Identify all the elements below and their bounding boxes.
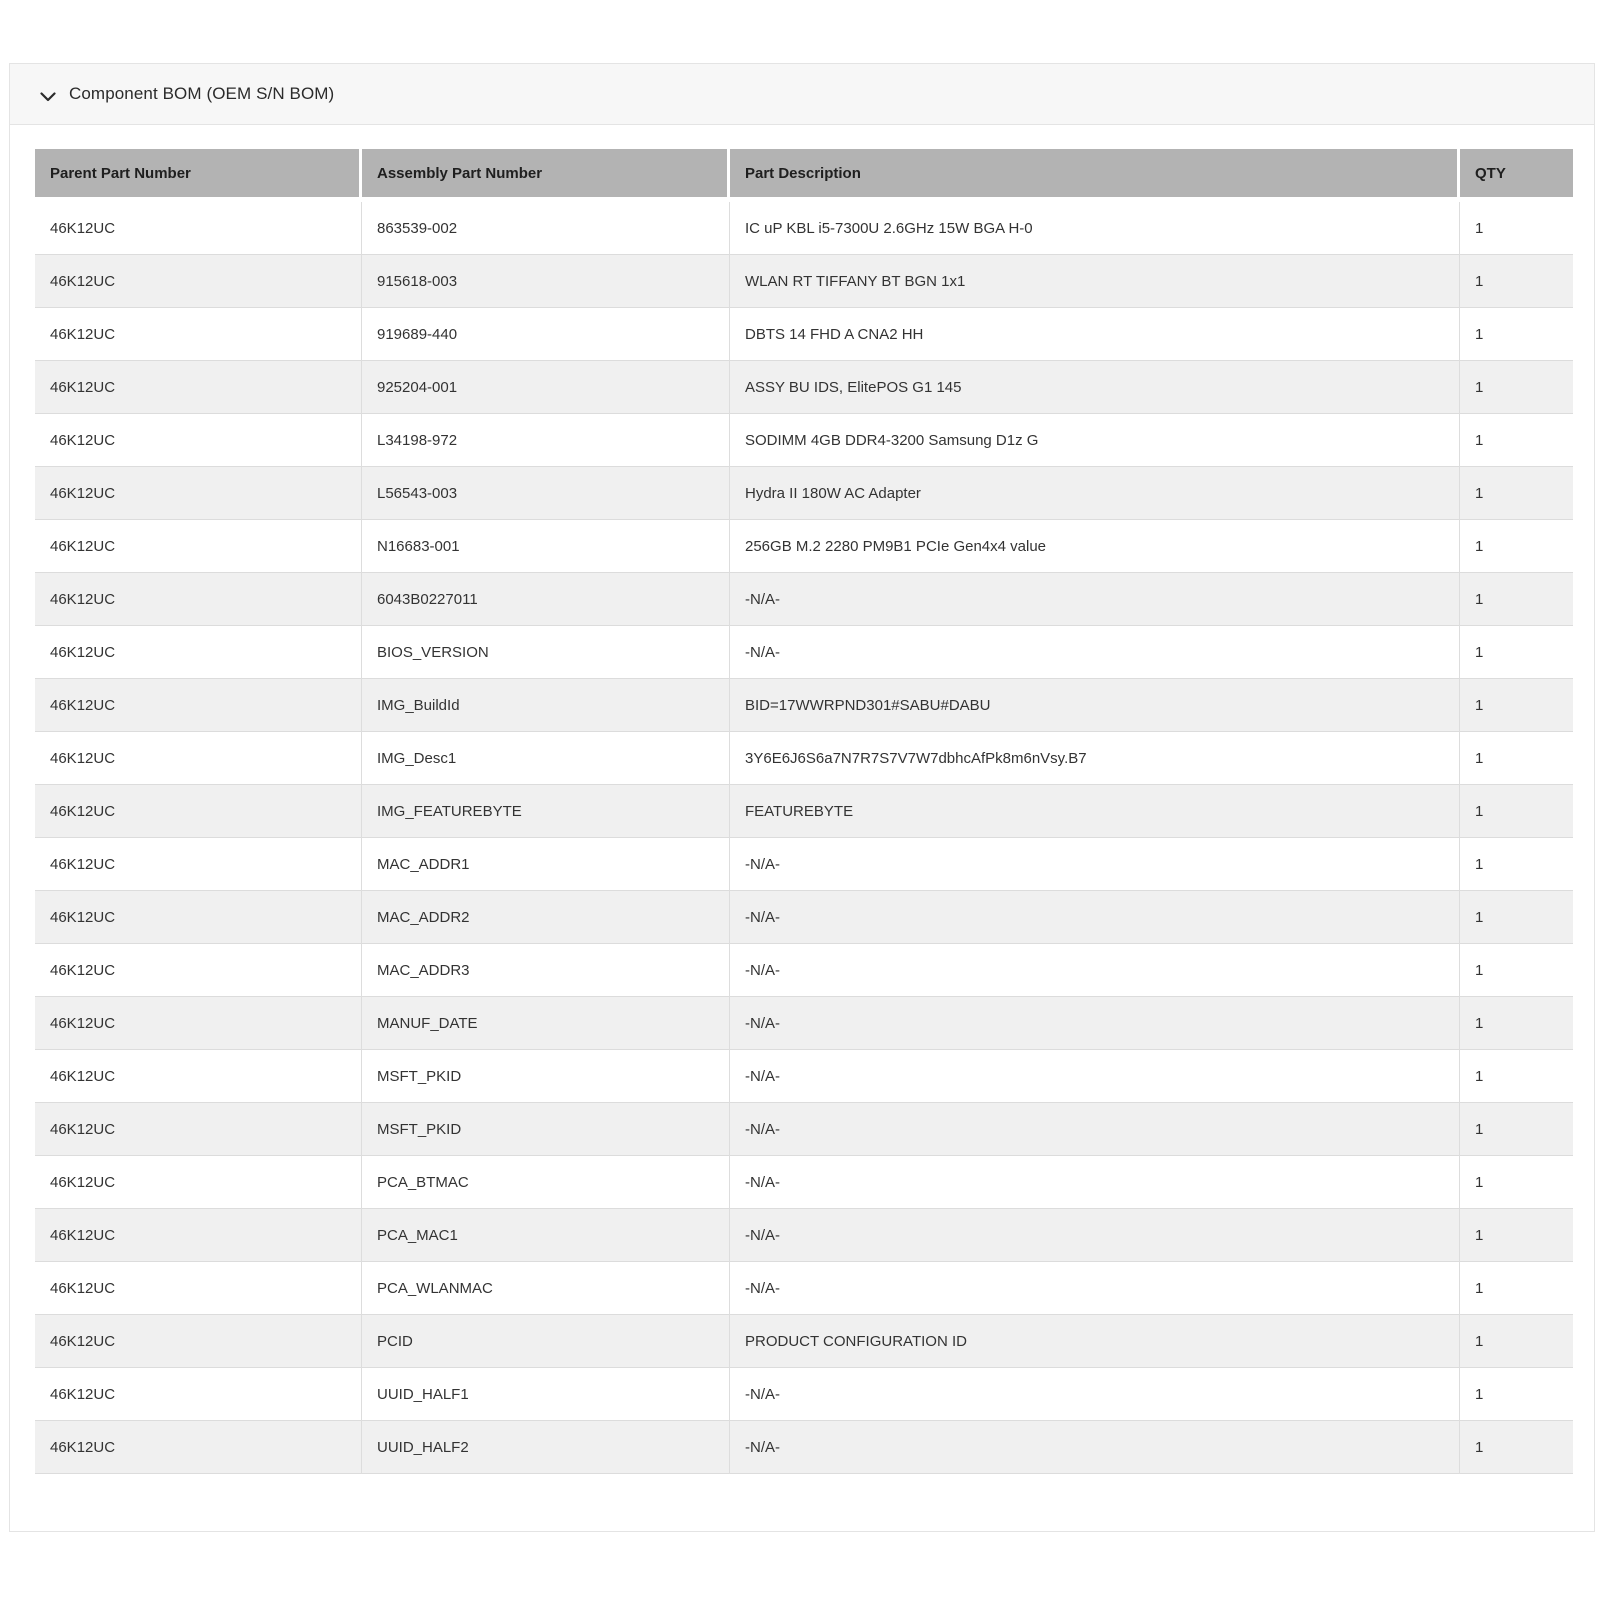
panel-title: Component BOM (OEM S/N BOM)	[69, 84, 335, 103]
cell-assembly-part-number: 6043B0227011	[362, 573, 730, 626]
cell-assembly-part-number: PCA_BTMAC	[362, 1156, 730, 1209]
cell-qty: 1	[1460, 467, 1573, 520]
cell-parent-part-number: 46K12UC	[35, 626, 362, 679]
cell-parent-part-number: 46K12UC	[35, 1156, 362, 1209]
table-row	[35, 520, 1573, 573]
cell-part-description: -N/A-	[730, 573, 1460, 626]
cell-qty: 1	[1460, 1156, 1573, 1209]
cell-part-description: WLAN RT TIFFANY BT BGN 1x1	[730, 255, 1460, 308]
cell-qty: 1	[1460, 1050, 1573, 1103]
cell-parent-part-number: 46K12UC	[35, 1262, 362, 1315]
cell-assembly-part-number: IMG_Desc1	[362, 732, 730, 785]
cell-assembly-part-number: L56543-003	[362, 467, 730, 520]
table-body	[35, 202, 1573, 1474]
table-row	[35, 361, 1573, 414]
cell-part-description: SODIMM 4GB DDR4-3200 Samsung D1z G	[730, 414, 1460, 467]
column-header-assembly-part-number: Assembly Part Number	[362, 149, 730, 202]
table-row	[35, 626, 1573, 679]
cell-parent-part-number: 46K12UC	[35, 573, 362, 626]
cell-part-description: -N/A-	[730, 1156, 1460, 1209]
cell-part-description: -N/A-	[730, 997, 1460, 1050]
table-row	[35, 308, 1573, 361]
cell-part-description: -N/A-	[730, 944, 1460, 997]
cell-qty: 1	[1460, 308, 1573, 361]
cell-assembly-part-number: N16683-001	[362, 520, 730, 573]
cell-qty: 1	[1460, 626, 1573, 679]
cell-part-description: PRODUCT CONFIGURATION ID	[730, 1315, 1460, 1368]
component-bom-section-header[interactable]	[10, 64, 1594, 125]
table-header-row	[35, 149, 1573, 202]
table-row	[35, 1421, 1573, 1474]
cell-parent-part-number: 46K12UC	[35, 838, 362, 891]
cell-parent-part-number: 46K12UC	[35, 679, 362, 732]
cell-qty: 1	[1460, 891, 1573, 944]
cell-qty: 1	[1460, 997, 1573, 1050]
cell-parent-part-number: 46K12UC	[35, 1103, 362, 1156]
table-row	[35, 944, 1573, 997]
table-row	[35, 785, 1573, 838]
component-bom-panel	[9, 63, 1595, 1532]
cell-qty: 1	[1460, 732, 1573, 785]
cell-qty: 1	[1460, 944, 1573, 997]
cell-assembly-part-number: PCA_WLANMAC	[362, 1262, 730, 1315]
cell-parent-part-number: 46K12UC	[35, 255, 362, 308]
cell-parent-part-number: 46K12UC	[35, 1209, 362, 1262]
cell-part-description: IC uP KBL i5-7300U 2.6GHz 15W BGA H-0	[730, 202, 1460, 255]
cell-qty: 1	[1460, 785, 1573, 838]
cell-parent-part-number: 46K12UC	[35, 944, 362, 997]
cell-assembly-part-number: MAC_ADDR2	[362, 891, 730, 944]
cell-qty: 1	[1460, 1209, 1573, 1262]
cell-assembly-part-number: IMG_BuildId	[362, 679, 730, 732]
cell-parent-part-number: 46K12UC	[35, 785, 362, 838]
table-row	[35, 1315, 1573, 1368]
cell-qty: 1	[1460, 838, 1573, 891]
bom-table-container	[35, 149, 1594, 1474]
cell-part-description: -N/A-	[730, 1368, 1460, 1421]
column-header-parent-part-number: Parent Part Number	[35, 149, 362, 202]
table-row	[35, 891, 1573, 944]
cell-assembly-part-number: MANUF_DATE	[362, 997, 730, 1050]
cell-parent-part-number: 46K12UC	[35, 891, 362, 944]
table-row	[35, 732, 1573, 785]
table-row	[35, 255, 1573, 308]
cell-qty: 1	[1460, 679, 1573, 732]
column-header-qty: QTY	[1460, 149, 1573, 202]
table-row	[35, 1050, 1573, 1103]
table-row	[35, 573, 1573, 626]
cell-assembly-part-number: 919689-440	[362, 308, 730, 361]
table-row	[35, 1209, 1573, 1262]
cell-part-description: -N/A-	[730, 626, 1460, 679]
cell-parent-part-number: 46K12UC	[35, 1050, 362, 1103]
cell-part-description: -N/A-	[730, 1209, 1460, 1262]
table-row	[35, 1103, 1573, 1156]
cell-part-description: -N/A-	[730, 1262, 1460, 1315]
cell-parent-part-number: 46K12UC	[35, 997, 362, 1050]
cell-assembly-part-number: UUID_HALF2	[362, 1421, 730, 1474]
bom-table	[35, 149, 1573, 1474]
cell-parent-part-number: 46K12UC	[35, 520, 362, 573]
cell-qty: 1	[1460, 1262, 1573, 1315]
cell-assembly-part-number: 925204-001	[362, 361, 730, 414]
table-row	[35, 202, 1573, 255]
cell-part-description: ASSY BU IDS, ElitePOS G1 145	[730, 361, 1460, 414]
table-row	[35, 997, 1573, 1050]
chevron-down-icon[interactable]	[40, 89, 56, 99]
cell-parent-part-number: 46K12UC	[35, 1315, 362, 1368]
table-row	[35, 1262, 1573, 1315]
cell-assembly-part-number: L34198-972	[362, 414, 730, 467]
cell-parent-part-number: 46K12UC	[35, 308, 362, 361]
cell-part-description: -N/A-	[730, 838, 1460, 891]
table-row	[35, 414, 1573, 467]
table-row	[35, 679, 1573, 732]
cell-assembly-part-number: MSFT_PKID	[362, 1050, 730, 1103]
table-row	[35, 1368, 1573, 1421]
cell-part-description: 3Y6E6J6S6a7N7R7S7V7W7dbhcAfPk8m6nVsy.B7	[730, 732, 1460, 785]
cell-part-description: DBTS 14 FHD A CNA2 HH	[730, 308, 1460, 361]
cell-parent-part-number: 46K12UC	[35, 1421, 362, 1474]
cell-assembly-part-number: PCID	[362, 1315, 730, 1368]
cell-qty: 1	[1460, 520, 1573, 573]
table-row	[35, 838, 1573, 891]
cell-assembly-part-number: MAC_ADDR1	[362, 838, 730, 891]
cell-qty: 1	[1460, 202, 1573, 255]
cell-parent-part-number: 46K12UC	[35, 414, 362, 467]
table-row	[35, 1156, 1573, 1209]
cell-part-description: -N/A-	[730, 1421, 1460, 1474]
cell-assembly-part-number: IMG_FEATUREBYTE	[362, 785, 730, 838]
cell-assembly-part-number: 863539-002	[362, 202, 730, 255]
cell-qty: 1	[1460, 414, 1573, 467]
cell-parent-part-number: 46K12UC	[35, 467, 362, 520]
column-header-part-description: Part Description	[730, 149, 1460, 202]
cell-assembly-part-number: 915618-003	[362, 255, 730, 308]
cell-parent-part-number: 46K12UC	[35, 1368, 362, 1421]
cell-part-description: BID=17WWRPND301#SABU#DABU	[730, 679, 1460, 732]
cell-qty: 1	[1460, 573, 1573, 626]
cell-qty: 1	[1460, 255, 1573, 308]
table-row	[35, 467, 1573, 520]
cell-qty: 1	[1460, 1315, 1573, 1368]
cell-parent-part-number: 46K12UC	[35, 202, 362, 255]
cell-part-description: -N/A-	[730, 1050, 1460, 1103]
cell-qty: 1	[1460, 1103, 1573, 1156]
cell-part-description: 256GB M.2 2280 PM9B1 PCIe Gen4x4 value	[730, 520, 1460, 573]
cell-assembly-part-number: UUID_HALF1	[362, 1368, 730, 1421]
cell-assembly-part-number: BIOS_VERSION	[362, 626, 730, 679]
cell-parent-part-number: 46K12UC	[35, 361, 362, 414]
cell-qty: 1	[1460, 1421, 1573, 1474]
cell-part-description: -N/A-	[730, 1103, 1460, 1156]
cell-assembly-part-number: PCA_MAC1	[362, 1209, 730, 1262]
cell-part-description: Hydra II 180W AC Adapter	[730, 467, 1460, 520]
cell-qty: 1	[1460, 1368, 1573, 1421]
cell-parent-part-number: 46K12UC	[35, 732, 362, 785]
cell-qty: 1	[1460, 361, 1573, 414]
cell-part-description: -N/A-	[730, 891, 1460, 944]
cell-part-description: FEATUREBYTE	[730, 785, 1460, 838]
cell-assembly-part-number: MAC_ADDR3	[362, 944, 730, 997]
cell-assembly-part-number: MSFT_PKID	[362, 1103, 730, 1156]
